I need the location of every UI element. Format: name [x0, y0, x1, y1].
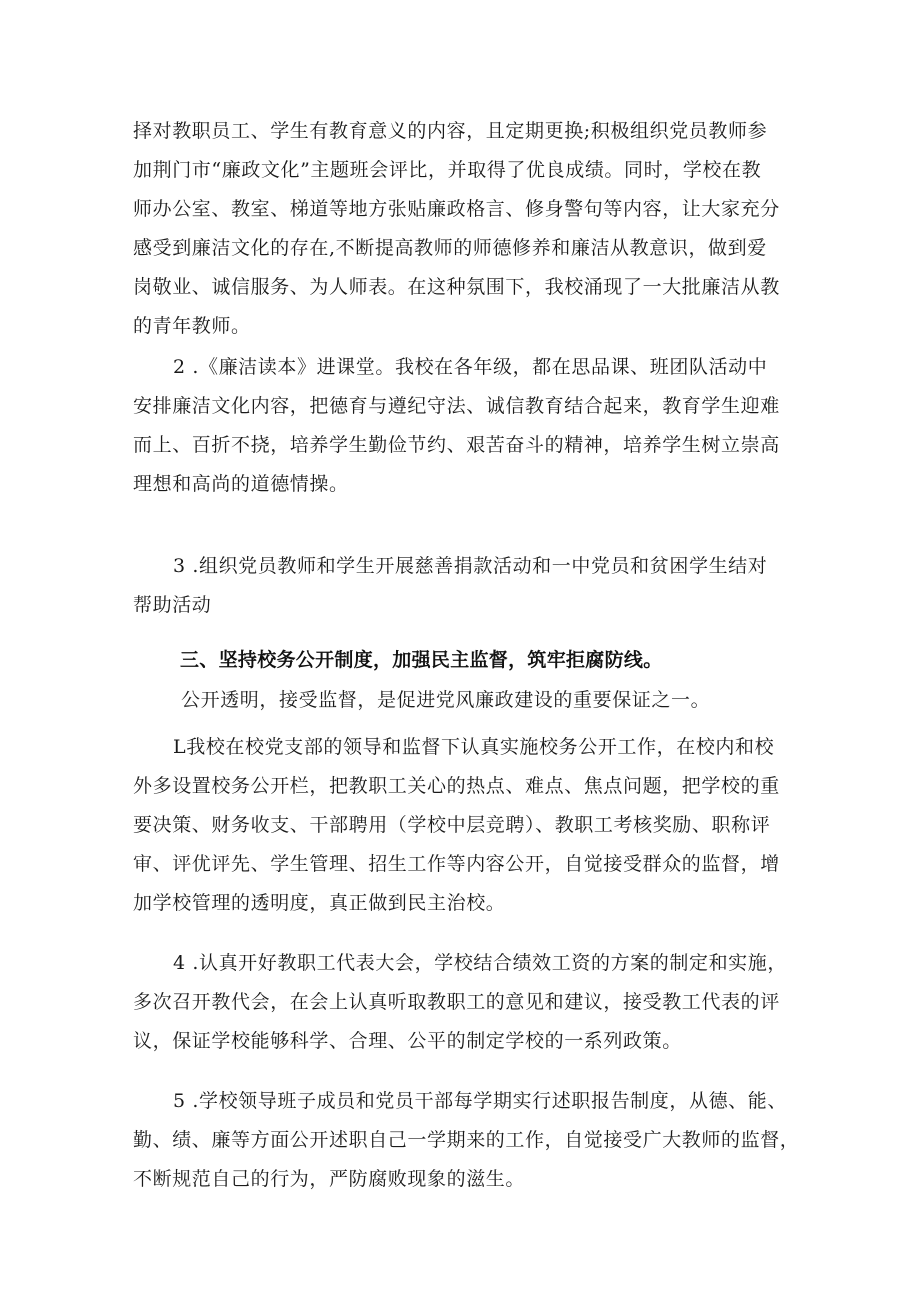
text-line: 外多设置校务公开栏，把教职工关心的热点、难点、焦点问题，把学校的重	[133, 775, 780, 797]
text-line: 师办公室、教室、梯道等地方张贴廉政格言、修身警句等内容，让大家充分	[133, 198, 780, 220]
text-line: 帮助活动	[133, 594, 212, 616]
text-line: 理想和高尚的道德情操。	[133, 473, 349, 495]
paragraph-4	[133, 681, 793, 720]
paragraph-5	[133, 728, 793, 923]
paragraph-3	[133, 547, 793, 625]
paragraph-7	[133, 1082, 800, 1199]
text-line: 公开透明，接受监督，是促进党风廉政建设的重要保证之一。	[181, 689, 711, 711]
text-line: 勤、绩、廉等方面公开述职自己一学期来的工作，自觉接受广大教师的监督，	[133, 1129, 800, 1151]
text-line: L我校在校党支部的领导和监督下认真实施校务公开工作，在校内和校	[173, 736, 775, 758]
text-line: 4 .认真开好教职工代表大会，学校结合绩效工资的方案的制定和实施，	[173, 952, 787, 974]
text-line: 议，保证学校能够科学、合理、公平的制定学校的一系列政策。	[133, 1030, 682, 1052]
text-line: 感受到廉洁文化的存在,不断提高教师的师德修养和廉洁从教意识，做到爱	[133, 237, 767, 259]
paragraph-2	[133, 348, 793, 504]
text-line: 要决策、财务收支、干部聘用（学校中层竞聘）、教职工考核奖励、职称评	[133, 814, 771, 836]
text-line: 的青年教师。	[133, 315, 251, 337]
text-line: 加学校管理的透明度，真正做到民主治校。	[133, 892, 506, 914]
text-line: 安排廉洁文化内容，把德育与遵纪守法、诚信教育结合起来，教育学生迎难	[133, 395, 780, 417]
paragraph-6	[133, 944, 793, 1061]
text-line: 审、评优评先、学生管理、招生工作等内容公开，自觉接受群众的监督，增	[133, 853, 780, 875]
text-line: 而上、百折不挠，培养学生勤俭节约、艰苦奋斗的精神，培养学生树立崇高	[133, 434, 780, 456]
text-line: 不断规范自己的行为，严防腐败现象的滋生。	[133, 1168, 526, 1190]
text-line: 加荆门市“廉政文化”主题班会评比，并取得了优良成绩。同时，学校在教	[133, 159, 762, 181]
text-line: 岗敬业、诚信服务、为人师表。在这种氛围下，我校涌现了一大批廉洁从教	[133, 276, 780, 298]
text-line: 2 .《廉洁读本》进课堂。我校在各年级，都在思品课、班团队活动中	[173, 356, 768, 378]
section-heading: 三、坚持校务公开制度，加强民主监督，筑牢拒腐防线。	[180, 649, 663, 671]
text-line: 多次召开教代会，在会上认真听取教职工的意见和建议，接受教工代表的评	[133, 991, 780, 1013]
paragraph-1	[133, 112, 793, 346]
text-line: 3 .组织党员教师和学生开展慈善捐款活动和一中党员和贫困学生结对	[173, 555, 768, 577]
text-line: 5 .学校领导班子成员和党员干部每学期实行述职报告制度，从德、能、	[173, 1090, 787, 1112]
text-line: 择对教职员工、学生有教育意义的内容，且定期更换;积极组织党员教师参	[133, 120, 768, 142]
